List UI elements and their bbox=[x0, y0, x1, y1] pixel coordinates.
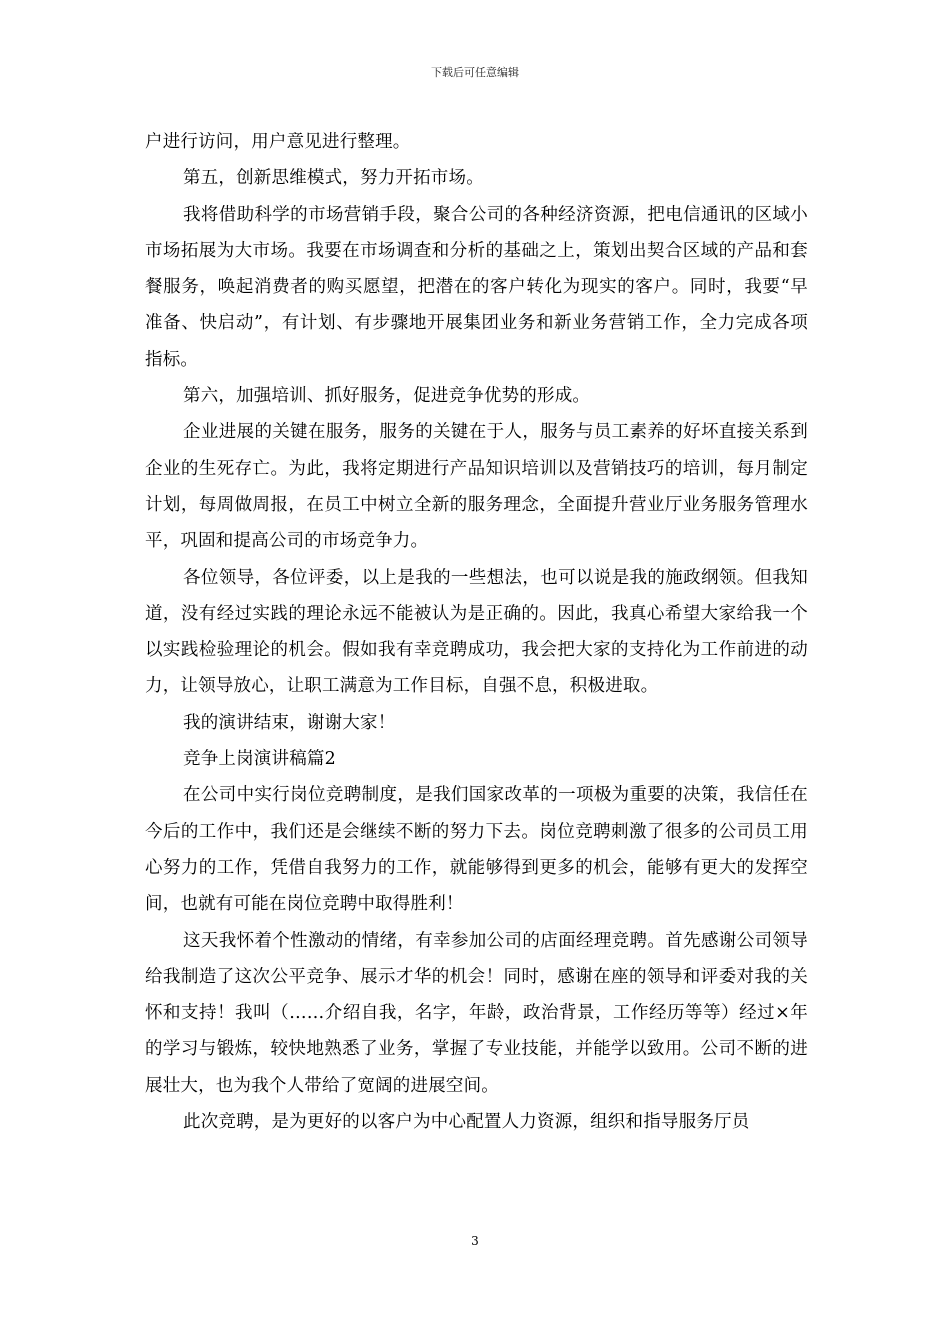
section-heading-5: 第五，创新思维模式，努力开拓市场。 bbox=[183, 168, 484, 189]
page-header: 下载后可任意编辑 bbox=[431, 66, 519, 79]
paragraph: 企业进展的关键在服务，服务的关键在于人，服务与员工素养的好坏直接关系到企业的生死存亡。为此，我将定期进行产品知识培训以及营销技巧的培训，每月制定计划，每周做周报，在员工中树立全新的服务理念，全面提升营业厅业务服务管理水平，巩固和提高公司的市场竞争力。 bbox=[145, 422, 808, 552]
document-body bbox=[145, 124, 808, 1140]
article-title: 竞争上岗演讲稿篇2 bbox=[183, 749, 336, 770]
paragraph: 户进行访问，用户意见进行整理。 bbox=[145, 132, 411, 152]
paragraph: 此次竞聘，是为更好的以客户为中心配置人力资源，组织和指导服务厅员 bbox=[183, 1112, 750, 1133]
section-heading-6: 第六，加强培训、抓好服务，促进竞争优势的形成。 bbox=[183, 386, 591, 407]
page-number: 3 bbox=[471, 1234, 479, 1248]
paragraph: 这天我怀着个性激动的情绪，有幸参加公司的店面经理竞聘。首先感谢公司领导给我制造了这次公平竞争、展示才华的机会！同时，感谢在座的领导和评委对我的关怀和支持！我叫（……介绍自我，名字，年龄，政治背景，工作经历等等）经过×年的学习与锻炼，较快地熟悉了业务，掌握了专业技能，并能学以致用。公司不断的进展壮大，也为我个人带给了宽阔的进展空间。 bbox=[145, 930, 808, 1096]
paragraph: 在公司中实行岗位竞聘制度，是我们国家改革的一项极为重要的决策，我信任在今后的工作中，我们还是会继续不断的努力下去。岗位竞聘刺激了很多的公司员工用心努力的工作，凭借自我努力的工作，就能够得到更多的机会，能够有更大的发挥空间，也就有可能在岗位竞聘中取得胜利！ bbox=[145, 785, 808, 915]
paragraph: 我将借助科学的市场营销手段，聚合公司的各种经济资源，把电信通讯的区域小市场拓展为大市场。我要在市场调查和分析的基础之上，策划出契合区域的产品和套餐服务，唤起消费者的购买愿望，把潜在的客户转化为现实的客户。同时，我要“早准备、快启动”，有计划、有步骤地开展集团业务和新业务营销工作，全力完成各项指标。 bbox=[145, 204, 808, 370]
closing-line: 我的演讲结束，谢谢大家！ bbox=[183, 712, 396, 733]
paragraph: 各位领导，各位评委，以上是我的一些想法，也可以说是我的施政纲领。但我知道，没有经过实践的理论永远不能被认为是正确的。因此，我真心希望大家给我一个以实践检验理论的机会。假如我有幸竞聘成功，我会把大家的支持化为工作前进的动力，让领导放心，让职工满意为工作目标，自强不息，积极进取。 bbox=[145, 567, 808, 697]
